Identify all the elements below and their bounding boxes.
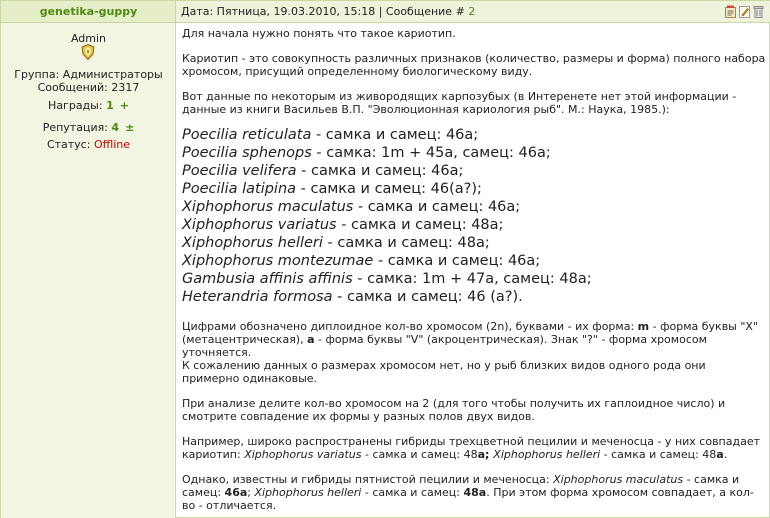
species-line: [182, 198, 766, 216]
paragraph-exception: [182, 473, 766, 512]
exception-text: ;: [247, 486, 255, 499]
quote-icon[interactable]: [725, 5, 736, 18]
species-line: [182, 180, 766, 198]
reputation-count[interactable]: 4: [111, 121, 120, 134]
exception-text: Однако, известны и гибриды пятнистой пецилии и меченосца:: [182, 473, 554, 486]
species-line: [182, 216, 766, 234]
example-bold: а: [477, 448, 486, 461]
edit-icon[interactable]: [739, 5, 750, 18]
species-line: [182, 144, 766, 162]
example-bold: a: [716, 448, 724, 461]
post-meta: [181, 5, 475, 18]
example-text: - самка и самец: 48: [600, 448, 717, 461]
example-text: ;: [485, 448, 494, 461]
example-text: - самка и самец: 48: [361, 448, 478, 461]
status-label: Статус:: [46, 138, 91, 151]
species-karyotype: - самка и самец: 48а;: [336, 217, 504, 233]
species-name: Xiphophorus maculatus: [182, 199, 354, 215]
exception-species: Xiphophorus maculatus: [553, 473, 684, 486]
example-text: Например, широко распространены гибриды трехцветной пецилии и меченосца - у них совпадает кариотип:: [182, 435, 760, 461]
species-karyotype: - самка и самец: 46а;: [296, 163, 464, 179]
post-body: [182, 27, 766, 512]
legend-a: a: [307, 333, 315, 346]
post-actions: [725, 5, 764, 18]
user-status: [1, 138, 176, 151]
species-line: [182, 288, 766, 306]
exception-bold: 46a: [224, 486, 248, 499]
species-name: Poecilia latipina: [182, 181, 297, 197]
user-group: Группа: Администраторы: [14, 68, 163, 81]
example-species: Xiphophorus variatus: [244, 448, 362, 461]
species-name: Xiphophorus helleri: [182, 235, 323, 251]
author-header: [1, 1, 176, 23]
admin-badge-icon: [81, 44, 95, 60]
awards-add-button[interactable]: +: [119, 99, 129, 112]
species-name: Poecilia velifera: [182, 163, 297, 179]
legend-text: Цифрами обозначено диплоидное кол-во хромосом (2n), буквами - их форма:: [182, 320, 638, 333]
species-line: [182, 234, 766, 252]
user-awards: [1, 99, 176, 112]
author-name[interactable]: genetika-guppy: [39, 5, 138, 18]
exception-species: Xiphophorus helleri: [254, 486, 362, 499]
species-name: Poecilia sphenops: [182, 145, 312, 161]
species-name: Gambusia affinis affinis: [182, 271, 353, 287]
awards-count[interactable]: 1: [106, 99, 114, 112]
paragraph-example: [182, 435, 766, 461]
species-name: Heterandria formosa: [182, 289, 333, 305]
user-messages: Сообщений: 2317: [37, 81, 140, 94]
reputation-change-button[interactable]: ±: [125, 121, 135, 134]
species-line: [182, 126, 766, 144]
status-value: Offline: [93, 138, 131, 151]
legend-text: - форма буквы "V" (акроцентрическая). Знак "?" - форма хромосом уточняется.: [182, 333, 707, 359]
species-karyotype: - самка и самец: 46 (а?).: [332, 289, 523, 305]
paragraph-intro: Для начала нужно понять что такое кариотип.: [182, 27, 456, 40]
species-karyotype: - самка: 1m + 45a, самец: 46a;: [311, 145, 551, 161]
example-species: Xiphophorus helleri: [493, 448, 601, 461]
post-number[interactable]: 2: [468, 5, 476, 18]
species-name: Xiphophorus montezumae: [182, 253, 374, 269]
species-karyotype: - самка: 1m + 47a, самец: 48a;: [352, 271, 592, 287]
author-role: Admin: [70, 32, 107, 45]
exception-bold: 48a: [463, 486, 487, 499]
paragraph-definition: Кариотип - это совокупность различных признаков (количество, размеры и форма) полного набора хромосом, присущий определенному биологическому виду.: [182, 52, 766, 78]
author-sidebar: [1, 23, 176, 518]
species-list: [182, 126, 766, 306]
awards-label: Награды:: [48, 99, 103, 112]
paragraph-size-note: К сожалению данных о размерах хромосом нет, но у рыб близких видов одного рода они примерно одинаковые.: [182, 359, 706, 385]
species-line: [182, 270, 766, 288]
species-name: Poecilia reticulata: [182, 127, 312, 143]
paragraph-source: Вот данные по некоторым из живородящих карпозубых (в Интеренете нет этой информации - данные из книги Васильев В.П. "Эволюционная кариология рыб". М.: Наука, 1985.):: [182, 90, 737, 116]
paragraph-legend: [182, 320, 766, 359]
species-line: [182, 252, 766, 270]
legend-m: m: [637, 320, 650, 333]
exception-text: - самка и самец:: [182, 473, 740, 499]
species-karyotype: - самка и самец: 46a;: [373, 253, 541, 269]
species-karyotype: - самка и самец: 46(a?);: [296, 181, 482, 197]
reputation-label: Репутация:: [42, 121, 108, 134]
species-karyotype: - самка и самец: 46а;: [311, 127, 479, 143]
exception-text: - самка и самец:: [361, 486, 464, 499]
species-name: Xiphophorus variatus: [182, 217, 337, 233]
post-date: Дата: Пятница, 19.03.2010, 15:18 | Сообщение #: [181, 5, 465, 18]
post-header: [176, 1, 770, 23]
user-reputation: [1, 121, 176, 134]
delete-icon[interactable]: [753, 5, 764, 18]
species-line: [182, 162, 766, 180]
legend-text: - форма буквы "X" (метацентрическая),: [182, 320, 759, 346]
paragraph-analysis: При анализе делите кол-во хромосом на 2 (для того чтобы получить их гаплоидное число) и смотрите совпадение их формы у разных полов двух видов.: [182, 397, 726, 423]
species-karyotype: - самка и самец: 48a;: [322, 235, 490, 251]
exception-text: . При этом форма хромосом совпадает, а кол-во - отличается.: [182, 486, 754, 512]
species-karyotype: - самка и самец: 46a;: [353, 199, 521, 215]
example-text: .: [723, 448, 728, 461]
